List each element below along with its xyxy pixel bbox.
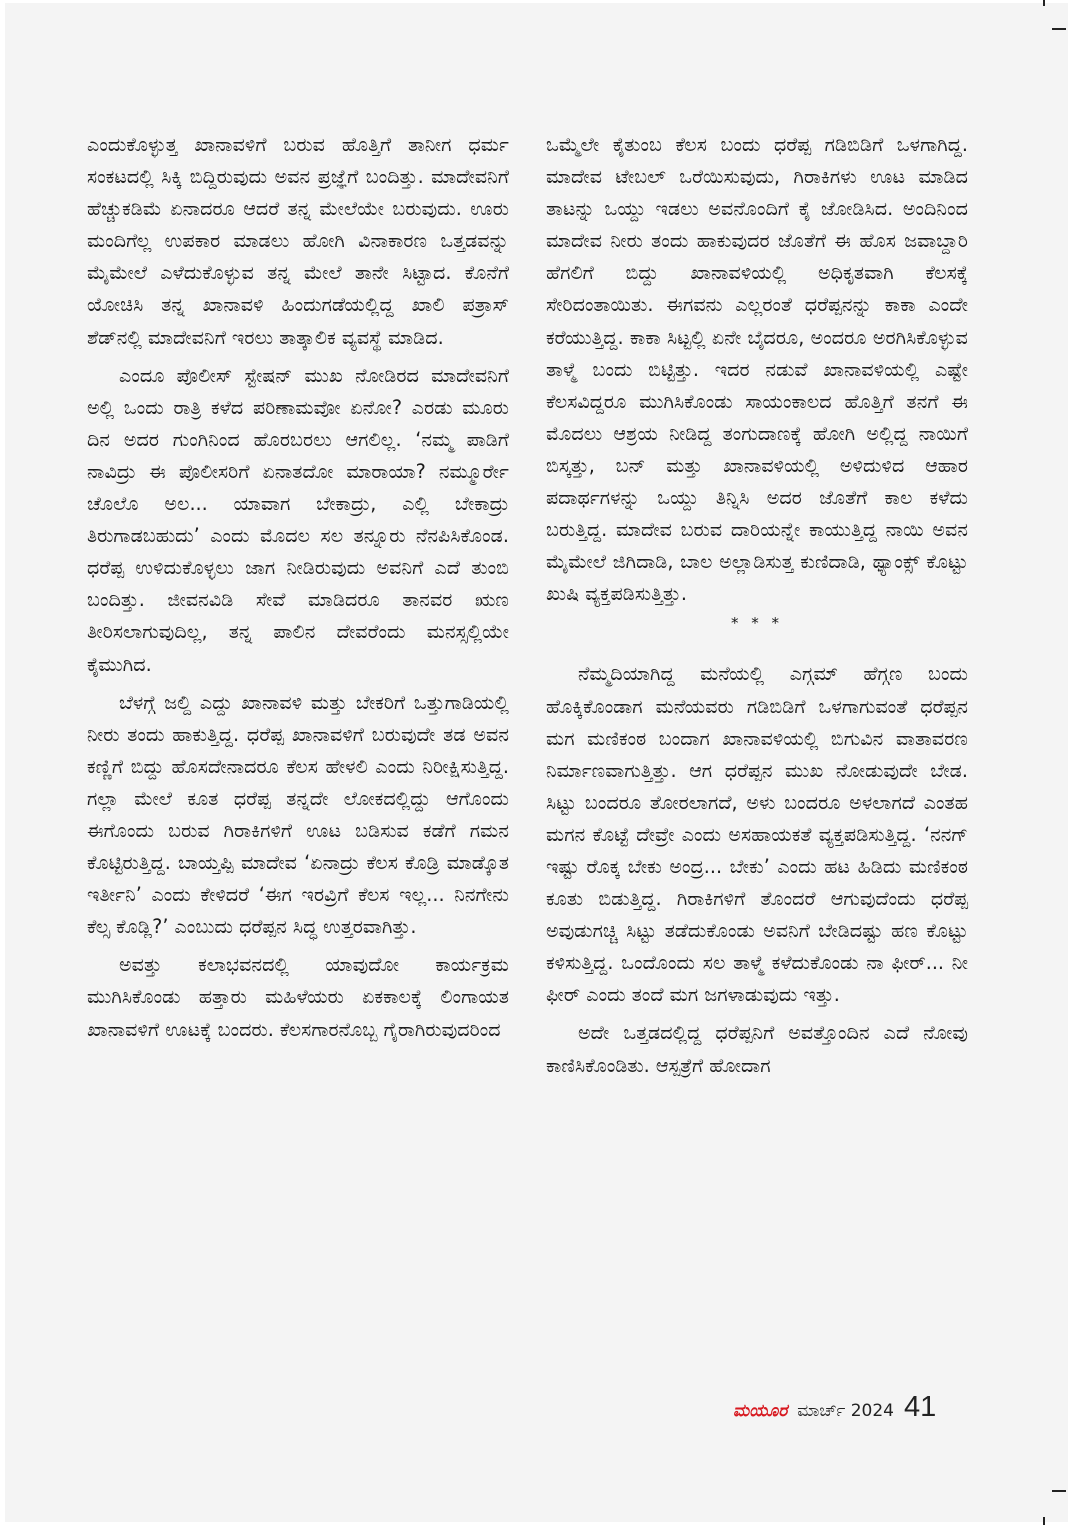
paragraph: ಅದೇ ಒತ್ತಡದಲ್ಲಿದ್ದ ಧರೆಪ್ಪನಿಗೆ ಅವತ್ತೊಂದಿನ ಎದೆ ನೋವು ಕಾಣಿಸಿಕೊಂಡಿತು. ಆಸ್ಪತ್ರೆಗೆ ಹೋದಾಗ [546,1021,968,1077]
paragraph: ಎಂದುಕೊಳ್ಳುತ್ತ ಖಾನಾವಳಿಗೆ ಬರುವ ಹೊತ್ತಿಗೆ ತಾನೀಗ ಧರ್ಮ ಸಂಕಟದಲ್ಲಿ ಸಿಕ್ಕಿ ಬಿದ್ದಿರುವುದು ಅವನ ಪ್ರಜ್ಞೆಗೆ ಬಂದಿತ್ತು. ಮಾದೇವನಿಗೆ ಹೆಚ್ಚುಕಡಿಮೆ ಏನಾದರೂ ಆದರೆ ತನ್ನ ಮೇಲೆಯೇ ಬರುವುದು. ಊರು ಮಂದಿಗೆಲ್ಲ ಉಪಕಾರ ಮಾಡಲು ಹೋಗಿ ವಿನಾಕಾರಣ ಒತ್ತಡವನ್ನು ಮೈಮೇಲೆ ಎಳೆದುಕೊಳ್ಳುವ ತನ್ನ ಮೇಲೆ ತಾನೇ ಸಿಟ್ಟಾದ. ಕೊನೆಗೆ ಯೋಚಿಸಿ ತನ್ನ ಖಾನಾವಳಿ ಹಿಂದುಗಡೆಯಲ್ಲಿದ್ದ ಖಾಲಿ ಪತ್ರಾಸ್ ಶೆಡ್‌ನಲ್ಲಿ ಮಾದೇವನಿಗೆ ಇರಲು ತಾತ್ಕಾಲಿಕ ವ್ಯವಸ್ಥೆ ಮಾಡಿದ. [87,133,509,349]
section-separator: * * * [730,614,784,633]
paragraph: ಬೆಳಗ್ಗೆ ಜಲ್ದಿ ಎದ್ದು ಖಾನಾವಳಿ ಮತ್ತು ಬೇಕರಿಗೆ ಒತ್ತುಗಾಡಿಯಲ್ಲಿ ನೀರು ತಂದು ಹಾಕುತ್ತಿದ್ದ. ಧರೆಪ್ಪ ಖಾನಾವಳಿಗೆ ಬರುವುದೇ ತಡ ಅವನ ಕಣ್ಣಿಗೆ ಬಿದ್ದು ಹೊಸದೇನಾದರೂ ಕೆಲಸ ಹೇಳಲಿ ಎಂದು ನಿರೀಕ್ಷಿಸುತ್ತಿದ್ದ. ಗಲ್ಲಾ ಮೇಲೆ ಕೂತ ಧರೆಪ್ಪ ತನ್ನದೇ ಲೋಕದಲ್ಲಿದ್ದು ಆಗೊಂದು ಈಗೊಂದು ಬರುವ ಗಿರಾಕಿಗಳಿಗೆ ಊಟ ಬಡಿಸುವ ಕಡೆಗೆ ಗಮನ ಕೊಟ್ಟಿರುತ್ತಿದ್ದ. ಬಾಯ್ತಪ್ಪಿ ಮಾದೇವ ‘ಏನಾದ್ರು ಕೆಲಸ ಕೊಡ್ರಿ ಮಾಡ್ಕೊತ ಇರ್ತೀನಿ’ ಎಂದು ಕೇಳಿದರೆ ‘ಈಗ ಇರವ್ರಿಗೆ ಕೆಲಸ ಇಲ್ಲ... ನಿನಗೇನು ಕೆಲ್ಸ ಕೊಡ್ಲಿ?’ ಎಂಬುದು ಧರೆಪ್ಪನ ಸಿದ್ಧ ಉತ್ತರವಾಗಿತ್ತು. [87,690,509,939]
crop-mark [1052,1490,1066,1492]
right-column [546,129,968,1088]
issue-date: ಮಾರ್ಚ್ 2024 [797,1401,894,1421]
crop-mark [1052,28,1066,30]
paragraph: ನೆಮ್ಮದಿಯಾಗಿದ್ದ ಮನೆಯಲ್ಲಿ ಎಗ್ಗಮ್ ಹೆಗ್ಗಣ ಬಂದು ಹೊಕ್ಕಿಕೊಂಡಾಗ ಮನೆಯವರು ಗಡಿಬಿಡಿಗೆ ಒಳಗಾಗುವಂತೆ ಧರೆಪ್ಪನ ಮಗ ಮಣಿಕಂಠ ಬಂದಾಗ ಖಾನಾವಳಿಯಲ್ಲಿ ಬಿಗುವಿನ ವಾತಾವರಣ ನಿರ್ಮಾಣವಾಗುತ್ತಿತ್ತು. ಆಗ ಧರೆಪ್ಪನ ಮುಖ ನೋಡುವುದೇ ಬೇಡ. ಸಿಟ್ಟು ಬಂದರೂ ತೋರಲಾಗದೆ, ಅಳು ಬಂದರೂ ಅಳಲಾಗದೆ ಎಂತಹ ಮಗನ ಕೊಟ್ಟೆ ದೇವ್ರೇ ಎಂದು ಅಸಹಾಯಕತೆ ವ್ಯಕ್ತಪಡಿಸುತ್ತಿದ್ದ. ‘ನನಗ್ ಇಷ್ಟು ರೊಕ್ಕ ಬೇಕು ಅಂದ್ರ... ಬೇಕು’ ಎಂದು ಹಟ ಹಿಡಿದು ಮಣಿಕಂಠ ಕೂತು ಬಿಡುತ್ತಿದ್ದ. ಗಿರಾಕಿಗಳಿಗೆ ತೊಂದರೆ ಆಗುವುದೆಂದು ಧರೆಪ್ಪ ಅವುಡುಗಚ್ಚಿ ಸಿಟ್ಟು ತಡೆದುಕೊಂಡು ಅವನಿಗೆ ಬೇಡಿದಷ್ಟು ಹಣ ಕೊಟ್ಟು ಕಳಿಸುತ್ತಿದ್ದ. ಒಂದೊಂದು ಸಲ ತಾಳ್ಮೆ ಕಳೆದುಕೊಂಡು ನಾ ಫೀರ್... ನೀ ಫೀರ್ ಎಂದು ತಂದೆ ಮಗ ಜಗಳಾಡುವುದು ಇತ್ತು. [546,662,968,1007]
paragraph: ಅವತ್ತು ಕಲಾಭವನದಲ್ಲಿ ಯಾವುದೋ ಕಾರ್ಯಕ್ರಮ ಮುಗಿಸಿಕೊಂಡು ಹತ್ತಾರು ಮಹಿಳೆಯರು ಏಕಕಾಲಕ್ಕೆ ಲಿಂಗಾಯತ ಖಾನಾವಳಿಗೆ ಊಟಕ್ಕೆ ಬಂದರು. ಕೆಲಸಗಾರನೊಬ್ಬ ಗೈರಾಗಿರುವುದರಿಂದ [87,953,509,1041]
page-number: 41 [903,1391,937,1423]
crop-mark [1043,1517,1045,1525]
magazine-logo: ಮಯೂರ [733,1401,788,1421]
paragraph: ಎಂದೂ ಪೊಲೀಸ್ ಸ್ಟೇಷನ್ ಮುಖ ನೋಡಿರದ ಮಾದೇವನಿಗೆ ಅಲ್ಲಿ ಒಂದು ರಾತ್ರಿ ಕಳೆದ ಪರಿಣಾಮವೋ ಏನೋ? ಎರಡು ಮೂರು ದಿನ ಅದರ ಗುಂಗಿನಿಂದ ಹೊರಬರಲು ಆಗಲಿಲ್ಲ. ‘ನಮ್ಮ ಪಾಡಿಗೆ ನಾವಿದ್ರು ಈ ಪೊಲೀಸರಿಗೆ ಏನಾತದೋ ಮಾರಾಯಾ? ನಮ್ಮೂರ್ರೇ ಚೊಲೊ ಅಲ... ಯಾವಾಗ ಬೇಕಾದ್ರು, ಎಲ್ಲಿ ಬೇಕಾದ್ರು ತಿರುಗಾಡಬಹುದು’ ಎಂದು ಮೊದಲ ಸಲ ತನ್ನೂರು ನೆನಪಿಸಿಕೊಂಡ. ಧರೆಪ್ಪ ಉಳಿದುಕೊಳ್ಳಲು ಜಾಗ ನೀಡಿರುವುದು ಅವನಿಗೆ ಎದೆ ತುಂಬಿ ಬಂದಿತ್ತು. ಜೀವನವಿಡಿ ಸೇವೆ ಮಾಡಿದರೂ ತಾನವರ ಋಣ ತೀರಿಸಲಾಗುವುದಿಲ್ಲ, ತನ್ನ ಪಾಲಿನ ದೇವರೆಂದು ಮನಸ್ಸಲ್ಲಿಯೇ ಕೈಮುಗಿದ. [87,363,509,676]
magazine-page [5,3,1068,1522]
page-footer [733,1391,983,1431]
crop-mark [1043,0,1045,6]
paragraph: ಒಮ್ಮೆಲೇ ಕೈತುಂಬ ಕೆಲಸ ಬಂದು ಧರೆಪ್ಪ ಗಡಿಬಿಡಿಗೆ ಒಳಗಾಗಿದ್ದ. ಮಾದೇವ ಟೇಬಲ್ ಒರೆಯಿಸುವುದು, ಗಿರಾಕಿಗಳು ಊಟ ಮಾಡಿದ ತಾಟನ್ನು ಒಯ್ದು ಇಡಲು ಅವನೊಂದಿಗೆ ಕೈ ಜೋಡಿಸಿದ. ಅಂದಿನಿಂದ ಮಾದೇವ ನೀರು ತಂದು ಹಾಕುವುದರ ಜೊತೆಗೆ ಈ ಹೊಸ ಜವಾಬ್ದಾರಿ ಹೆಗಲಿಗೆ ಬಿದ್ದು ಖಾನಾವಳಿಯಲ್ಲಿ ಅಧಿಕೃತವಾಗಿ ಕೆಲಸಕ್ಕೆ ಸೇರಿದಂತಾಯಿತು. ಈಗವನು ಎಲ್ಲರಂತೆ ಧರೆಪ್ಪನನ್ನು ಕಾಕಾ ಎಂದೇ ಕರೆಯುತ್ತಿದ್ದ. ಕಾಕಾ ಸಿಟ್ಟಲ್ಲಿ ಏನೇ ಬೈದರೂ, ಅಂದರೂ ಅರಗಿಸಿಕೊಳ್ಳುವ ತಾಳ್ಮೆ ಬಂದು ಬಿಟ್ಟಿತ್ತು. ಇದರ ನಡುವೆ ಖಾನಾವಳಿಯಲ್ಲಿ ಎಷ್ಟೇ ಕೆಲಸವಿದ್ದರೂ ಮುಗಿಸಿಕೊಂಡು ಸಾಯಂಕಾಲದ ಹೊತ್ತಿಗೆ ತನಗೆ ಈ ಮೊದಲು ಆಶ್ರಯ ನೀಡಿದ್ದ ತಂಗುದಾಣಕ್ಕೆ ಹೋಗಿ ಅಲ್ಲಿದ್ದ ನಾಯಿಗೆ ಬಿಸ್ಕತ್ತು, ಬನ್ ಮತ್ತು ಖಾನಾವಳಿಯಲ್ಲಿ ಅಳಿದುಳಿದ ಆಹಾರ ಪದಾರ್ಥಗಳನ್ನು ಒಯ್ದು ತಿನ್ನಿಸಿ ಅದರ ಜೊತೆಗೆ ಕಾಲ ಕಳೆದು ಬರುತ್ತಿದ್ದ. ಮಾದೇವ ಬರುವ ದಾರಿಯನ್ನೇ ಕಾಯುತ್ತಿದ್ದ ನಾಯಿ ಅವನ ಮೈಮೇಲೆ ಜಿಗಿದಾಡಿ, ಬಾಲ ಅಲ್ಲಾಡಿಸುತ್ತ ಕುಣಿದಾಡಿ, ಥ್ಯಾಂಕ್ಸ್ ಕೊಟ್ಟು ಖುಷಿ ವ್ಯಕ್ತಪಡಿಸುತ್ತಿತ್ತು. [546,133,968,606]
left-column [87,129,509,1052]
